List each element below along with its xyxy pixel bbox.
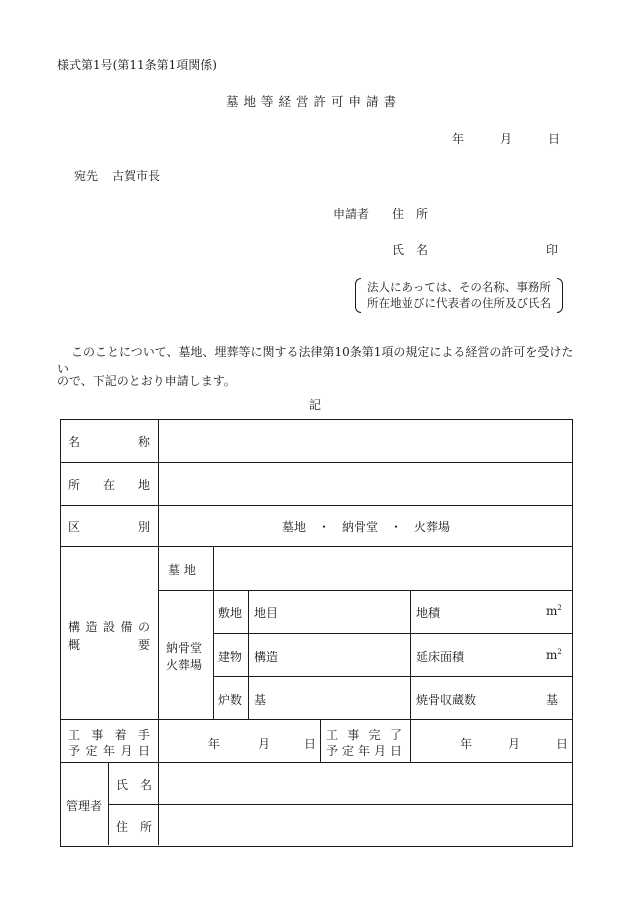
bracket-left bbox=[355, 278, 361, 313]
chimoku-label[interactable]: 地目 bbox=[254, 606, 279, 620]
structure-label-line2: 概 要 bbox=[68, 638, 150, 652]
start-label-line1: 工 事 着 手 bbox=[68, 728, 150, 742]
date-month: 月 bbox=[500, 132, 513, 146]
date-year: 年 bbox=[452, 132, 465, 146]
ki-heading: 記 bbox=[309, 398, 322, 412]
floor-area-label[interactable]: 延床面積 bbox=[416, 650, 465, 664]
location-label: 所 在 地 bbox=[68, 478, 150, 492]
end-date-field[interactable] bbox=[412, 721, 570, 761]
applicant-address-label: 住 所 bbox=[392, 207, 429, 221]
start-year: 年 bbox=[208, 737, 221, 751]
urn-capacity-unit: 基 bbox=[546, 693, 559, 707]
body-line2: ので、下記のとおり申請します。 bbox=[57, 374, 236, 388]
manager-name-field[interactable] bbox=[160, 764, 570, 803]
cemetery-field[interactable] bbox=[215, 548, 570, 589]
seal-mark: 印 bbox=[546, 243, 559, 257]
document-title: 墓地等経営許可申請書 bbox=[226, 94, 402, 109]
end-month: 月 bbox=[508, 737, 521, 751]
end-label-line1: 工 事 完 了 bbox=[326, 728, 402, 742]
name-field[interactable] bbox=[160, 421, 570, 461]
end-day: 日 bbox=[556, 737, 569, 751]
site-label: 敷地 bbox=[218, 606, 243, 620]
kozo-label[interactable]: 構造 bbox=[254, 650, 279, 664]
start-day: 日 bbox=[304, 737, 317, 751]
manager-label: 管理者 bbox=[66, 799, 103, 813]
name-label: 名 称 bbox=[68, 435, 150, 449]
start-date-field[interactable] bbox=[160, 721, 318, 761]
applicant-label: 申請者 bbox=[333, 207, 370, 221]
corporate-note-line1: 法人にあっては、その名称、事務所 bbox=[367, 280, 551, 294]
building-label: 建物 bbox=[218, 650, 243, 664]
nokotsu-label-line1: 納骨堂 bbox=[166, 641, 203, 655]
location-field[interactable] bbox=[160, 464, 570, 504]
urn-capacity-label[interactable]: 焼骨収蔵数 bbox=[416, 693, 477, 707]
area-label[interactable]: 地積 bbox=[416, 606, 441, 620]
nokotsu-label-line2: 火葬場 bbox=[166, 658, 203, 672]
manager-address-label: 住 所 bbox=[116, 820, 153, 834]
structure-label-line1: 構 造 設 備 の bbox=[68, 620, 150, 634]
corporate-note bbox=[355, 278, 563, 313]
area-unit: $m^2$ bbox=[546, 604, 562, 618]
manager-address-field[interactable] bbox=[160, 806, 570, 844]
cemetery-label: 墓 地 bbox=[168, 563, 196, 577]
category-label: 区 別 bbox=[68, 520, 150, 534]
addressee-label: 宛先 bbox=[74, 169, 99, 183]
furnace-unit[interactable]: 基 bbox=[254, 693, 267, 707]
manager-name-label: 氏 名 bbox=[116, 778, 153, 792]
corporate-note-line2: 所在地並びに代表者の住所及び氏名 bbox=[367, 296, 551, 310]
end-year: 年 bbox=[460, 737, 473, 751]
date-day: 日 bbox=[548, 132, 561, 146]
furnace-label: 炉数 bbox=[218, 693, 243, 707]
bracket-right bbox=[557, 278, 563, 313]
floor-area-unit: $m^2$ bbox=[546, 648, 562, 662]
end-label-line2: 予 定 年 月 日 bbox=[326, 744, 402, 758]
form-label: 様式第1号(第11条第1項関係) bbox=[57, 58, 217, 72]
body-line1: このことについて、墓地、埋葬等に関する法律第10条第1項の規定による経営の許可を受けたい bbox=[57, 345, 574, 376]
applicant-name-label: 氏 名 bbox=[392, 243, 429, 257]
start-label-line2: 予 定 年 月 日 bbox=[68, 744, 150, 758]
start-month: 月 bbox=[258, 737, 271, 751]
category-options[interactable]: 墓地 ・ 納骨堂 ・ 火葬場 bbox=[282, 520, 451, 534]
addressee-name: 古賀市長 bbox=[112, 169, 161, 183]
